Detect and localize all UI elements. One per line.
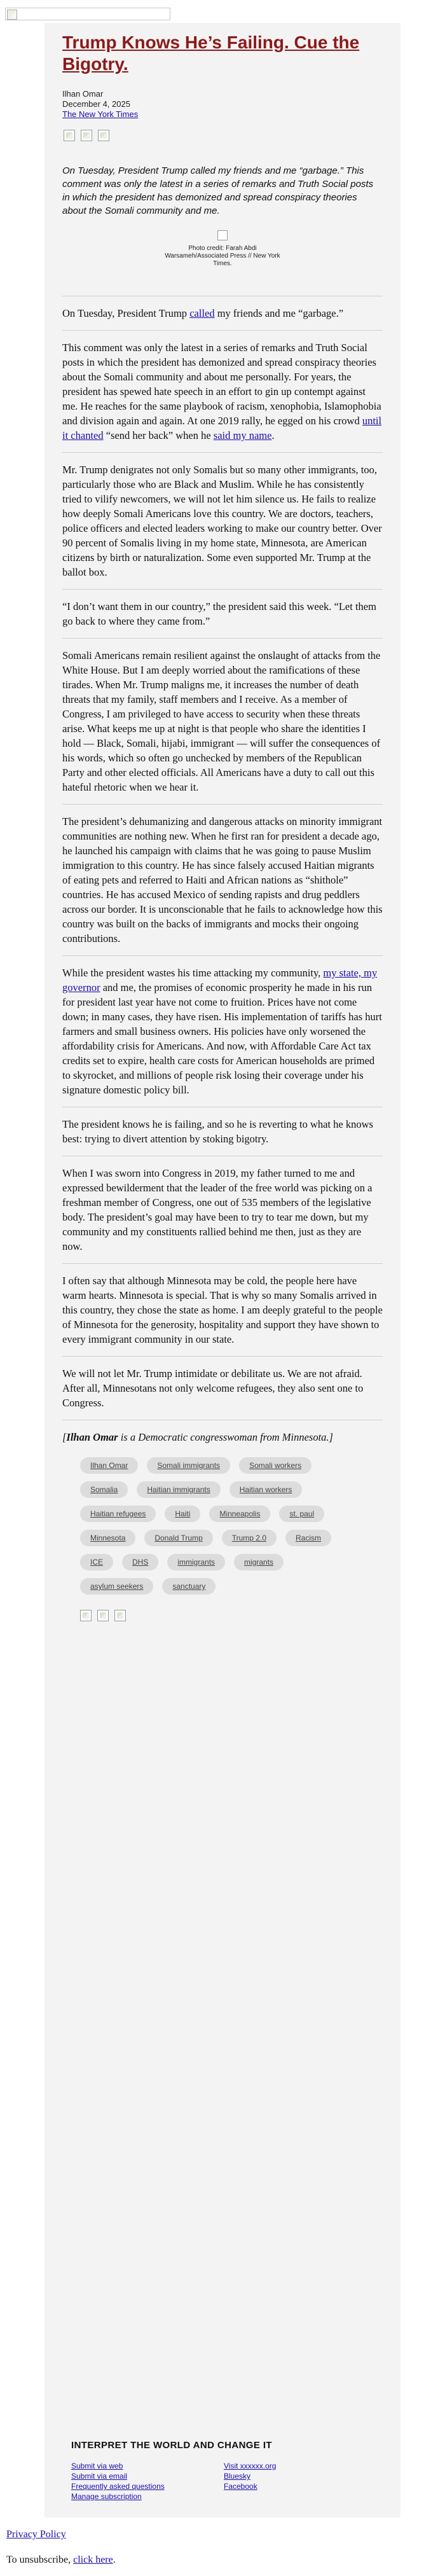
inline-link[interactable]: called: [189, 307, 215, 319]
author-bio: [Ilhan Omar is a Democratic congresswoman from Minnesota.]: [62, 1431, 333, 1443]
divider: [62, 955, 383, 956]
author: Ilhan Omar: [62, 89, 104, 99]
header-banner-image: [5, 8, 170, 20]
date: December 4, 2025: [62, 99, 130, 109]
inline-link[interactable]: said my name: [213, 429, 272, 441]
unsubscribe-row: To unsubscribe, click here.: [6, 2554, 116, 2565]
tag[interactable]: Racism: [285, 1530, 331, 1546]
footer-link-submit-email[interactable]: Submit via email: [71, 2472, 128, 2481]
share-icons-bottom: [80, 1610, 383, 1621]
tag[interactable]: Haitian workers: [229, 1481, 303, 1498]
tag[interactable]: sanctuary: [162, 1578, 216, 1595]
article-title[interactable]: Trump Knows He’s Failing. Cue the Bigotry.: [62, 32, 360, 74]
email-share-icon[interactable]: [64, 130, 75, 141]
tag[interactable]: Haitian immigrants: [137, 1481, 220, 1498]
paragraph: On Tuesday, President Trump called my friends and me “garbage.”: [62, 307, 344, 319]
divider: [62, 452, 383, 453]
footer-heading: INTERPRET THE WORLD AND CHANGE IT: [71, 2440, 272, 2451]
tag[interactable]: Somalia: [80, 1481, 128, 1498]
tag[interactable]: immigrants: [167, 1554, 225, 1570]
divider: [62, 330, 383, 331]
privacy-row: [6, 2528, 66, 2541]
tag[interactable]: migrants: [234, 1554, 284, 1570]
divider: [62, 1356, 383, 1357]
photo: [62, 230, 383, 268]
byline: [62, 89, 383, 120]
share-icons: [64, 130, 383, 141]
facebook-share-icon[interactable]: [97, 1610, 109, 1621]
paragraph: I often say that although Minnesota may be cold, the people here have warm hearts. Minnesota is special. That is why so many Somalis arrived in this country, they chose the state as home. I am deeply grateful to the people of Minnesota for the generosity, hospitality and support they have shown to every immigrant community in our state.: [62, 1275, 383, 1345]
tag[interactable]: DHS: [122, 1554, 158, 1570]
publication-link[interactable]: The New York Times: [62, 109, 139, 119]
inline-link[interactable]: my state, my governor: [62, 967, 378, 994]
article-dek: On Tuesday, President Trump called my friends and me “garbage.” This comment was only the latest in a series of remarks and Truth Social posts in which the president has demonized and spread conspiracy theories about the Somali community and me.: [62, 165, 374, 216]
tag[interactable]: st. paul: [279, 1506, 324, 1522]
footer-link-facebook[interactable]: Facebook: [224, 2482, 257, 2491]
author-bio-name: Ilhan Omar: [66, 1431, 118, 1443]
paragraph: While the president wastes his time attacking my community, my state, my governor and me, the promises of economic prosperity he made in his run for president last year have not come to fruition. Prices have not come down; in many cases, they have risen. His implementation of tariffs has hurt farmers and small business owners. His policies have only worsened the affordability crisis for Americans. And now, with Affordable Care Act tax credits set to expire, health care costs for American households are primed to skyrocket, and millions of people risk losing their coverage under his signature domestic policy bill.: [62, 967, 382, 1096]
paragraph: Mr. Trump denigrates not only Somalis but so many other immigrants, too, particularly those who are Black and Muslim. While he has consistently tried to vilify newcomers, we will not let him silence us. He fails to realize how deeply Somali Americans love this country. We are doctors, teachers, police officers and elected leaders working to make our country better. Over 90 percent of Somalis living in my home state, Minnesota, are American citizens by birth or naturalization. Some even supported Mr. Trump at the ballot box.: [62, 464, 382, 578]
bluesky-share-icon[interactable]: [114, 1610, 126, 1621]
tag-list: [80, 1457, 353, 1595]
divider: [62, 589, 383, 590]
photo-image-icon: [217, 230, 228, 240]
footer-link-bluesky[interactable]: Bluesky: [224, 2472, 251, 2481]
tag[interactable]: Ilhan Omar: [80, 1457, 138, 1474]
facebook-share-icon[interactable]: [81, 130, 92, 141]
divider: [62, 638, 383, 639]
unsubscribe-link[interactable]: click here: [73, 2554, 113, 2565]
newsletter-card: [44, 23, 400, 2517]
article: [62, 32, 383, 1621]
divider: [62, 1263, 383, 1264]
tag[interactable]: Minneapolis: [209, 1506, 270, 1522]
tag[interactable]: Somali immigrants: [147, 1457, 230, 1474]
paragraph: This comment was only the latest in a series of remarks and Truth Social posts in which the president has demonized and spread conspiracy theories about the Somali community and about me personally. For years, the president has spewed hate speech in an effort to gin up contempt against me. He reaches for the same playbook of racism, xenophobia, Islamophobia and division again and again. At one 2019 rally, he egged on his crowd until it chanted “send her back” when he said my name.: [62, 342, 382, 441]
footer-link-submit-web[interactable]: Submit via web: [71, 2462, 123, 2470]
tag[interactable]: Minnesota: [80, 1530, 135, 1546]
footer: [71, 2440, 376, 2502]
tag[interactable]: Haitian refugees: [80, 1506, 156, 1522]
article-body: [62, 296, 383, 1444]
bluesky-share-icon[interactable]: [98, 130, 109, 141]
paragraph: We will not let Mr. Trump intimidate or debilitate us. We are not afraid. After all, Minnesotans not only welcome refugees, they also sent one to Congress.: [62, 1368, 364, 1409]
footer-links: [71, 2461, 376, 2502]
tag[interactable]: Somali workers: [239, 1457, 312, 1474]
footer-col-right: [224, 2461, 376, 2502]
paragraph: Somali Americans remain resilient against the onslaught of attacks from the White House. But I am deeply worried about the ramifications of these tirades. When Mr. Trump maligns me, it increases the number of death threats that my family, staff members and I receive. As a member of Congress, I am privileged to have access to security when these threats arise. What keeps me up at night is that people who share the identities I hold — Black, Somali, hijabi, immigrant — will suffer the consequences of his words, which so often go unchecked by members of the Republican Party and other elected officials. All Americans have a duty to call out this hateful rhetoric when we hear it.: [62, 649, 381, 793]
tag[interactable]: Trump 2.0: [222, 1530, 277, 1546]
photo-credit: Photo credit: Farah Abdi Warsameh/Associated Press // New York Times.: [165, 245, 280, 267]
tag[interactable]: Haiti: [165, 1506, 200, 1522]
email-share-icon[interactable]: [80, 1610, 92, 1621]
footer-link-faq[interactable]: Frequently asked questions: [71, 2482, 165, 2491]
footer-link-manage[interactable]: Manage subscription: [71, 2492, 142, 2501]
paragraph: “I don’t want them in our country,” the president said this week. “Let them go back to where they came from.”: [62, 600, 376, 627]
footer-link-visit[interactable]: Visit xxxxxx.org: [224, 2462, 277, 2470]
footer-col-left: [71, 2461, 224, 2502]
inline-link[interactable]: until it chanted: [62, 415, 382, 441]
tag[interactable]: Donald Trump: [144, 1530, 212, 1546]
paragraph: The president knows he is failing, and so he is reverting to what he knows best: trying to divert attention by stoking bigotry.: [62, 1118, 373, 1145]
paragraph: The president’s dehumanizing and dangerous attacks on minority immigrant communities are nothing new. When he first ran for president a decade ago, he launched his campaign with claims that he was going to pause Muslim immigration to this country. He has since falsely accused Haitian migrants of eating pets and referred to Haiti and African nations as “shithole” countries. He has accused Mexico of sending rapists and drug peddlers across our border. It is unconscionable that he fails to acknowledge how this country was built on the backs of immigrants and mocks their ongoing contributions.: [62, 815, 383, 945]
paragraph: When I was sworn into Congress in 2019, my father turned to me and expressed bewilderment that the leader of the free world was picking on a freshman member of Congress, one out of 535 members of the legislative body. The president’s goal may have been to try to tear me down, but my community and my constituents rallied behind me then, just as they are now.: [62, 1167, 373, 1252]
tag[interactable]: ICE: [80, 1554, 113, 1570]
broken-image-icon: [7, 10, 17, 20]
divider: [62, 804, 383, 805]
tag[interactable]: asylum seekers: [80, 1578, 153, 1595]
privacy-policy-link[interactable]: Privacy Policy: [6, 2529, 66, 2540]
